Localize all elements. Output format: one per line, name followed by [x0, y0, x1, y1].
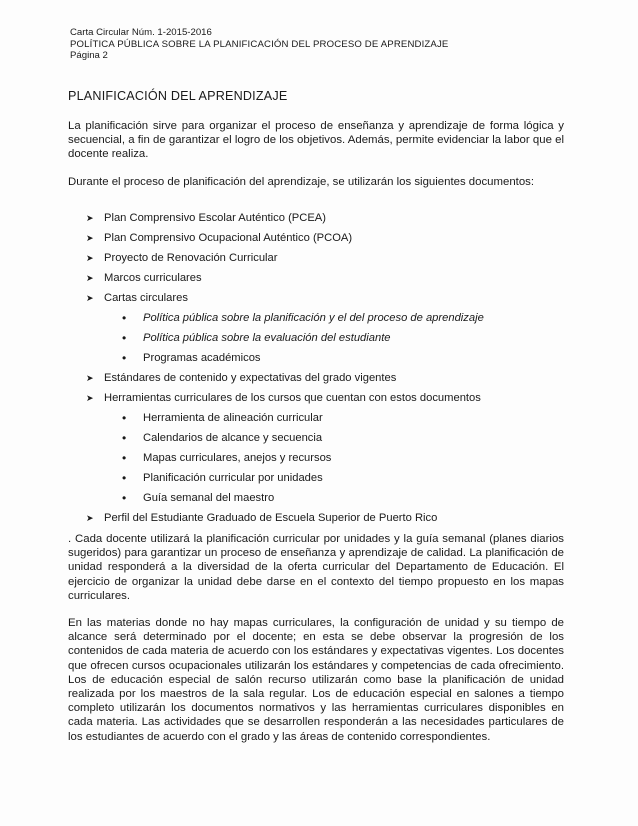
list-item-text: Plan Comprensivo Ocupacional Auténtico (PCOA): [104, 232, 353, 244]
list-item-text: Guía semanal del maestro: [143, 492, 275, 504]
dot-bullet-icon: •: [122, 431, 127, 445]
list-item: [0, 228, 638, 248]
page-header: [70, 27, 448, 62]
paragraph-intro: La planificación sirve para organizar el proceso de enseñanza y aprendizaje de forma lógica y secuencial, a fin de garantizar el logro de los objetivos. Además, permite evidenciar la labor que el docente realiza.: [68, 120, 564, 161]
sub-list-item: [0, 328, 638, 348]
arrow-bullet-icon: ➤: [86, 293, 94, 303]
dot-bullet-icon: •: [122, 411, 127, 425]
dot-bullet-icon: •: [122, 451, 127, 465]
arrow-bullet-icon: ➤: [86, 213, 94, 223]
arrow-bullet-icon: ➤: [86, 273, 94, 283]
documents-list: [0, 208, 638, 528]
dot-bullet-icon: •: [122, 351, 127, 365]
list-item-text: Herramientas curriculares de los cursos que cuentan con estos documentos: [104, 392, 481, 404]
sub-list-item: [0, 428, 638, 448]
list-item-text: Estándares de contenido y expectativas del grado vigentes: [104, 372, 397, 384]
dot-bullet-icon: •: [122, 491, 127, 505]
list-item-text: Cartas circulares: [104, 292, 188, 304]
list-item-text: Programas académicos: [143, 352, 261, 364]
sub-list-item: [0, 408, 638, 428]
sub-list-item: [0, 448, 638, 468]
paragraph-documents-lead: Durante el proceso de planificación del aprendizaje, se utilizarán los siguientes documentos:: [68, 176, 535, 188]
sub-list-item: [0, 348, 638, 368]
dot-bullet-icon: •: [122, 471, 127, 485]
circular-subject: POLÍTICA PÚBLICA SOBRE LA PLANIFICACIÓN DEL PROCESO DE APRENDIZAJE: [70, 38, 449, 50]
list-item: [0, 388, 638, 408]
list-item-text: Plan Comprensivo Escolar Auténtico (PCEA): [104, 212, 326, 224]
arrow-bullet-icon: ➤: [86, 373, 94, 383]
list-item: [0, 208, 638, 228]
paragraph-no-curriculum-maps: En las materias donde no hay mapas curriculares, la configuración de unidad y su tiempo de alcance será determinado por el docente; en esta se debe observar la progresión de los contenidos de cada materia de acuerdo con los estándares y expectativas vigentes. Los docentes que ofrecen cursos ocupacionales utilizarán los estándares y competencias de cada ofrecimiento. Los de educación especial de salón recurso utilizarán como base la planificación de unidad realizada por los maestros de la sala regular. Los de educación especial en salones a tiempo completo utilizarán los documentos normativos y las herramientas curriculares disponibles en cada materia. Las actividades que se desarrollen responderán a las necesidades particulares de los estudiantes de acuerdo con el grado y las áreas de contenido correspondientes.: [68, 617, 564, 743]
arrow-bullet-icon: ➤: [86, 513, 94, 523]
list-item: [0, 268, 638, 288]
list-item: [0, 368, 638, 388]
list-item-text: Marcos curriculares: [104, 272, 202, 284]
dot-bullet-icon: •: [122, 331, 127, 345]
arrow-bullet-icon: ➤: [86, 393, 94, 403]
list-item-text: Proyecto de Renovación Curricular: [104, 252, 278, 264]
list-item-text: Herramienta de alineación curricular: [143, 412, 323, 424]
list-item: [0, 248, 638, 268]
section-title: PLANIFICACIÓN DEL APRENDIZAJE: [68, 89, 288, 103]
circular-number: Carta Circular Núm. 1-2015-2016: [70, 27, 212, 38]
dot-bullet-icon: •: [122, 311, 127, 325]
list-item-text: Perfil del Estudiante Graduado de Escuela Superior de Puerto Rico: [104, 512, 438, 524]
list-item-text: Calendarios de alcance y secuencia: [143, 432, 323, 444]
page-number: Página 2: [70, 50, 108, 61]
list-item: [0, 288, 638, 308]
list-item-text: Política pública sobre la planificación y el del proceso de aprendizaje: [143, 312, 484, 324]
list-item-text: Mapas curriculares, anejos y recursos: [143, 452, 332, 464]
arrow-bullet-icon: ➤: [86, 253, 94, 263]
sub-list-item: [0, 308, 638, 328]
arrow-bullet-icon: ➤: [86, 233, 94, 243]
sub-list-item: [0, 488, 638, 508]
list-item-text: Planificación curricular por unidades: [143, 472, 323, 484]
list-item-text: Política pública sobre la evaluación del estudiante: [143, 332, 391, 344]
paragraph-unit-planning: . Cada docente utilizará la planificación curricular por unidades y la guía semanal (planes diarios sugeridos) para garantizar un proceso de enseñanza y aprendizaje de calidad. La planificación de unidad responderá a la diversidad de la oferta curricular del Departamento de Educación. El ejercicio de organizar la unidad debe darse en el contexto del tiempo propuesto en los mapas curriculares.: [68, 533, 564, 602]
list-item: [0, 508, 638, 528]
sub-list-item: [0, 468, 638, 488]
